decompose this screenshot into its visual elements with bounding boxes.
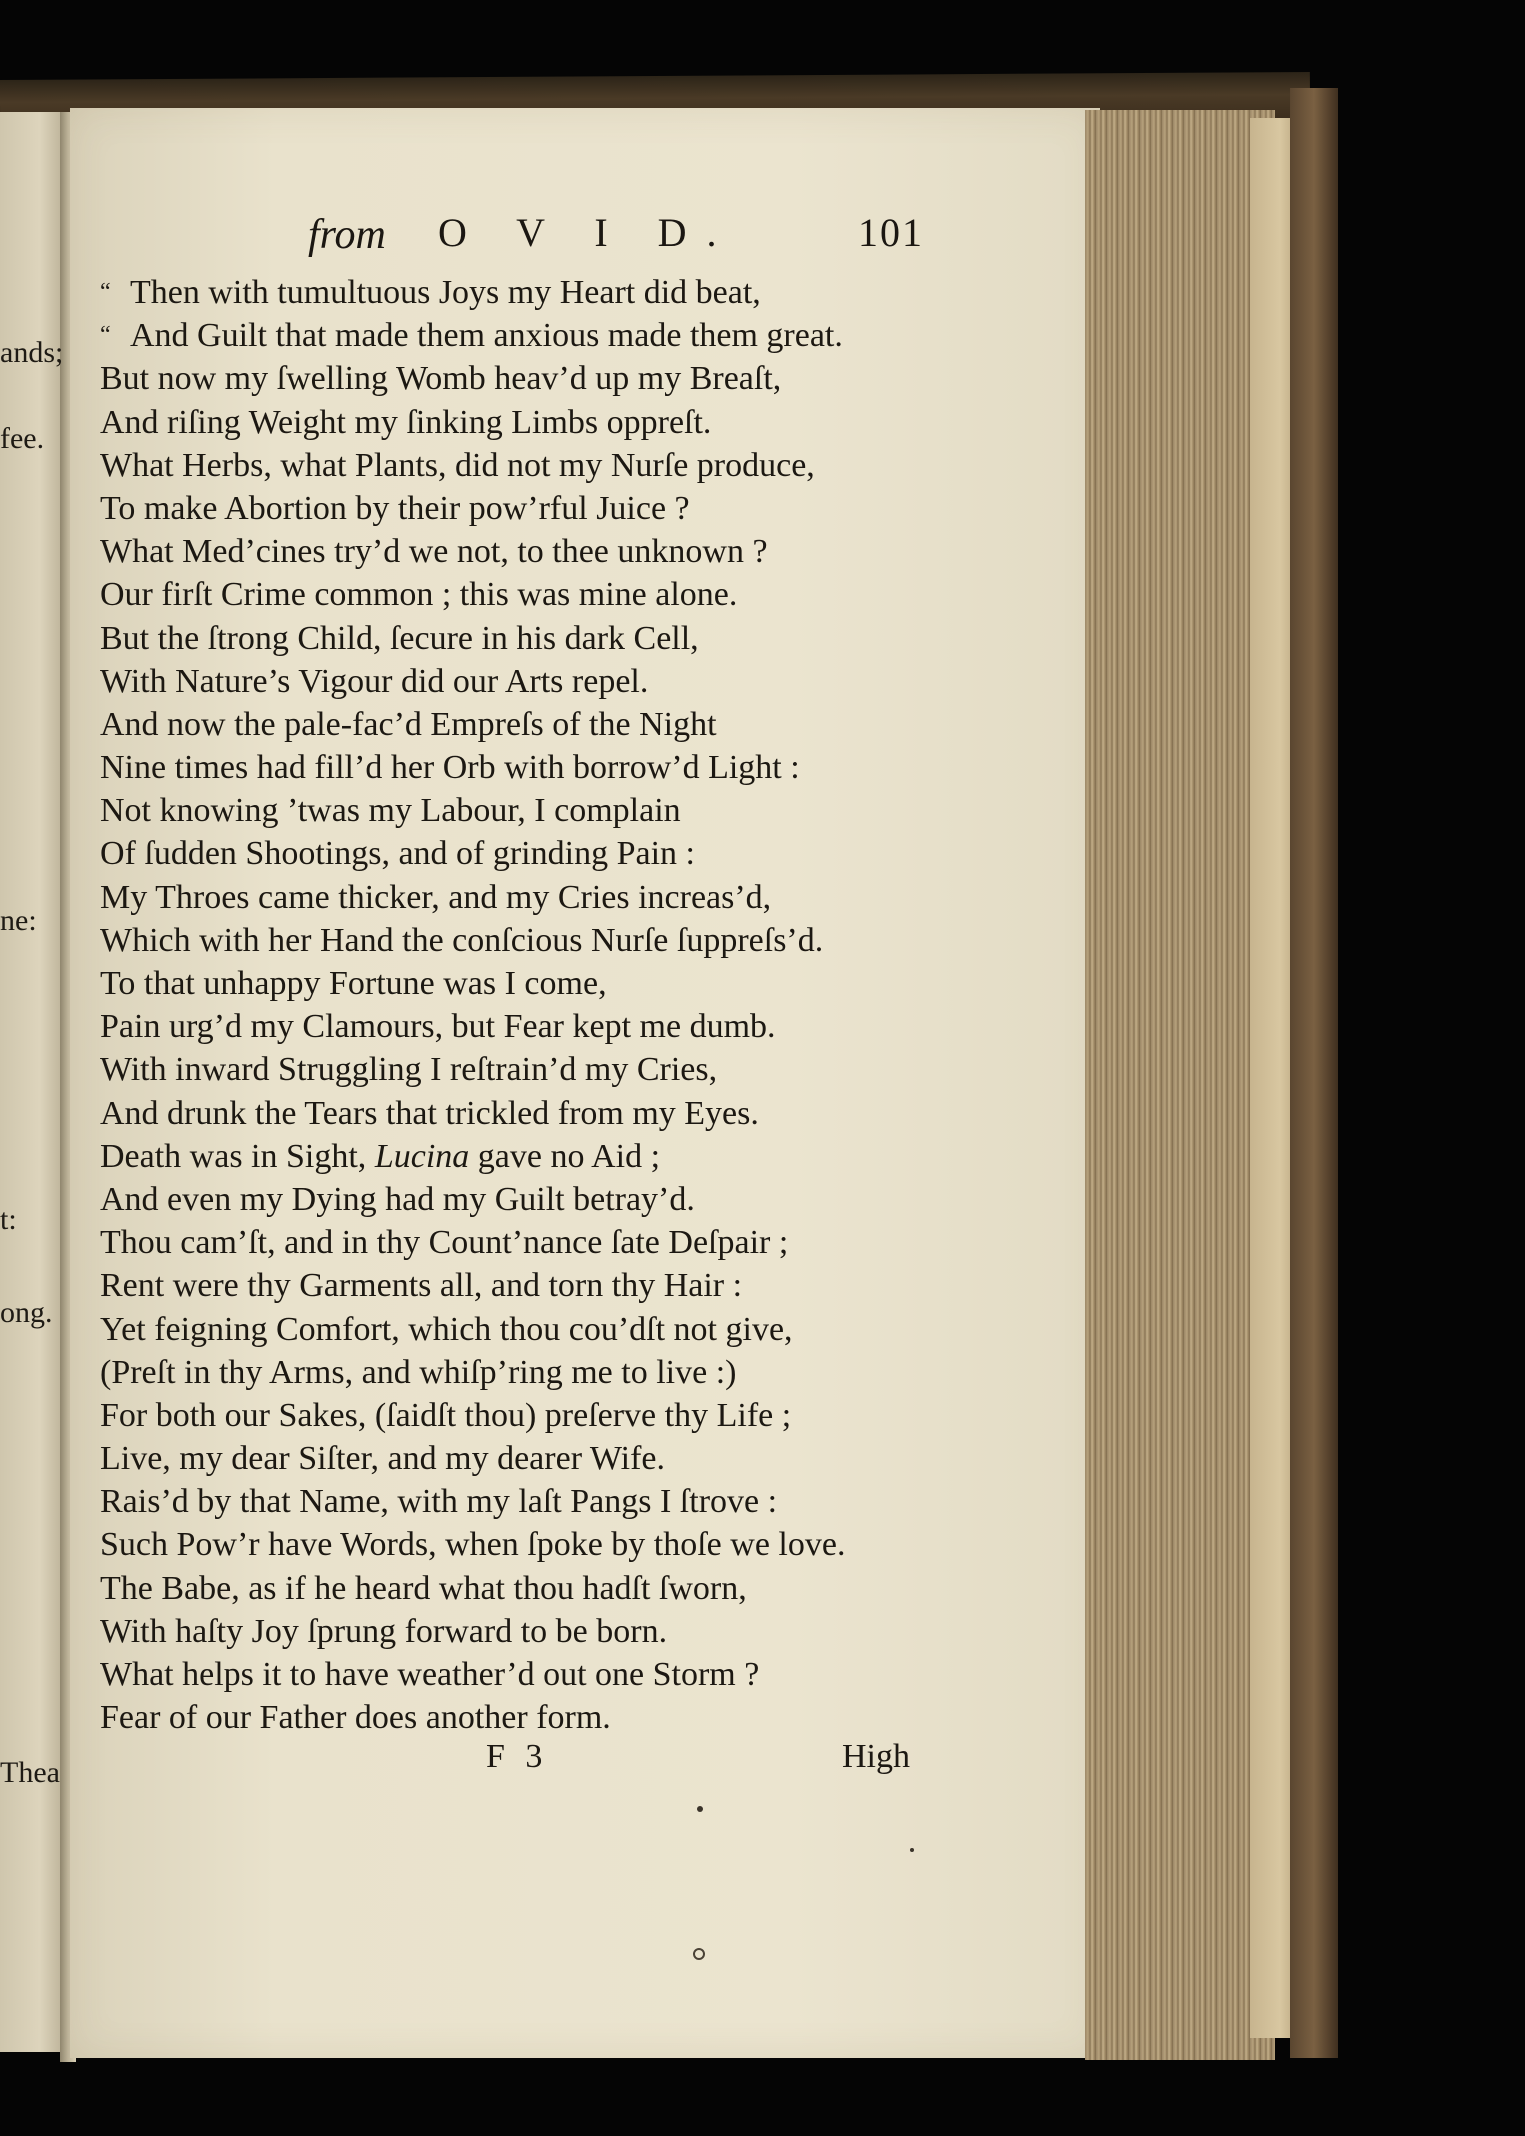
signature-mark: F 3 [486, 1738, 549, 1775]
left-page-fragment: ong. [0, 1296, 53, 1329]
verse-line: What Med’cines try’d we not, to thee unknown ? [100, 533, 768, 571]
verse-line: What helps it to have weather’d out one Storm ? [100, 1656, 760, 1693]
verse-line: What Herbs, what Plants, did not my Nurſe produce, [100, 446, 815, 484]
verse-line: With Nature’s Vigour did our Arts repel. [100, 662, 649, 700]
verse-text [100, 271, 940, 1739]
verse-line: Nine times had fill’d her Orb with borrow’d Light : [100, 749, 800, 787]
paper-speck [693, 1948, 705, 1960]
book-cover-right-edge [1290, 88, 1338, 2058]
verse-line: Rent were thy Garments all, and torn thy Hair : [100, 1267, 743, 1305]
verse-line: And riſing Weight my ſinking Limbs oppreſt. [100, 403, 712, 441]
verse-line: The Babe, as if he heard what thou hadſt ſworn, [100, 1569, 747, 1607]
verse-line: To make Abortion by their pow’rful Juice ? [100, 489, 690, 527]
verse-line: Our firſt Crime common ; this was mine alone. [100, 576, 738, 614]
verse-line: But the ſtrong Child, ſecure in his dark Cell, [100, 619, 699, 657]
verse-line: Live, my dear Siſter, and my dearer Wife. [100, 1440, 665, 1478]
italic-name: Lucina [374, 1137, 470, 1175]
verse-line: Such Pow’r have Words, when ſpoke by thoſe we love. [100, 1526, 846, 1564]
verse-line: (Preſt in thy Arms, and whiſp’ring me to live :) [100, 1353, 737, 1391]
running-head-title: O V I D. [438, 210, 737, 255]
verse-line: Not knowing ’twas my Labour, I complain [100, 792, 681, 830]
verse-line: Of ſudden Shootings, and of grinding Pain : [100, 835, 695, 873]
verse-line: Which with her Hand the conſcious Nurſe ſuppreſs’d. [100, 921, 824, 959]
verse-line: And drunk the Tears that trickled from my Eyes. [100, 1094, 759, 1132]
verse-line: Yet feigning Comfort, which thou cou’dſt not give, [100, 1310, 793, 1348]
verse-line-text: Then with tumultuous Joys my Heart did beat, [130, 274, 761, 311]
verse-line: And now the pale-fac’d Empreſs of the Night [100, 705, 717, 743]
running-head [0, 205, 1525, 265]
verse-line-text: gave no Aid ; [469, 1137, 661, 1175]
verse-line-text: Death was in Sight, [100, 1137, 375, 1175]
verse-line: To that unhappy Fortune was I come, [100, 965, 607, 1002]
verse-line: Pain urg’d my Clamours, but Fear kept me dumb. [100, 1008, 776, 1046]
verse-line: But now my ſwelling Womb heav’d up my Breaſt, [100, 360, 782, 398]
verse-line: My Throes came thicker, and my Cries increas’d, [100, 878, 772, 916]
verse-line: For both our Sakes, (ſaidſt thou) preſerve thy Life ; [100, 1396, 792, 1434]
quotation-mark: “ [100, 322, 111, 349]
catchword: High [842, 1738, 910, 1775]
page-fore-edge [1085, 110, 1275, 2060]
left-page-fragment: t: [0, 1203, 17, 1236]
verse-line: With haſty Joy ſprung forward to be born. [100, 1612, 668, 1650]
left-page-fragment: Thea [0, 1756, 60, 1789]
quotation-mark: “ [100, 279, 111, 305]
verse-line: Rais’d by that Name, with my laſt Pangs I ſtrove : [100, 1483, 778, 1521]
verse-line: Thou cam’ſt, and in thy Count’nance ſate Deſpair ; [100, 1224, 789, 1262]
verse-line: And even my Dying had my Guilt betray’d. [100, 1180, 695, 1218]
left-page-fragment: ands; [0, 336, 64, 369]
verse-line [100, 314, 940, 357]
verse-line: With inward Struggling I reſtrain’d my Cries, [100, 1051, 718, 1089]
page-number: 101 [858, 210, 924, 255]
paper-speck [910, 1848, 914, 1852]
paper-speck [697, 1806, 703, 1812]
verse-line-text: And Guilt that made them anxious made them great. [130, 317, 843, 355]
verse-line [100, 271, 940, 314]
left-page-fragment: ne: [0, 904, 37, 937]
left-page-fragment: fee. [0, 422, 45, 455]
running-head-prefix: from [308, 212, 386, 258]
verse-line: Fear of our Father does another form. [100, 1699, 611, 1737]
verse-line [100, 1135, 940, 1178]
